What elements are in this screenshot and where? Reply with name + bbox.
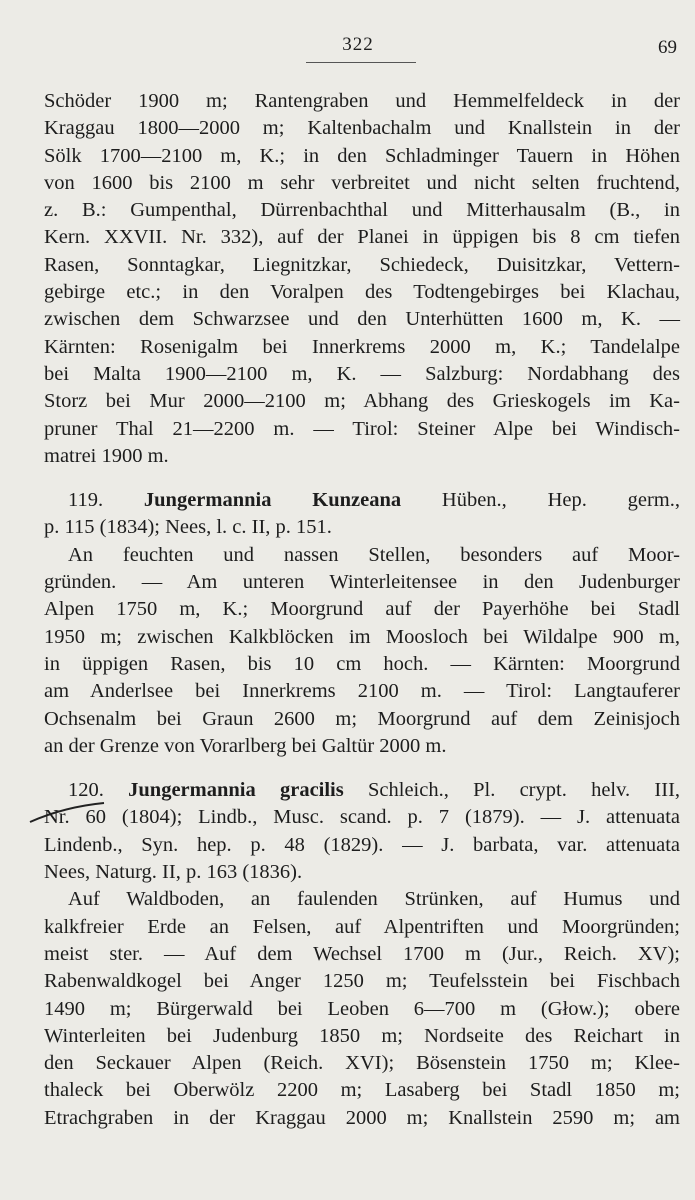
text-line: An feuchten und nassen Stellen, besonders auf Moor-	[68, 543, 680, 566]
text-line: Alpen 1750 m, K.; Moorgrund auf der Payerhöhe bei Stadl	[44, 598, 680, 621]
text-line: Etrachgraben in der Kraggau 2000 m; Knallstein 2590 m; am	[44, 1106, 680, 1129]
entry-number: 119.	[68, 489, 104, 512]
text-line: an der Grenze von Vorarlberg bei Galtür 2000 m.	[44, 734, 447, 757]
header-rule	[306, 62, 416, 63]
text-line: p. 115 (1834); Nees, l. c. II, p. 151.	[44, 516, 332, 539]
text-line: von 1600 bis 2100 m sehr verbreitet und nicht selten fruchtend,	[44, 171, 680, 194]
text-line: Storz bei Mur 2000—2100 m; Abhang des Grieskogels im Ka-	[44, 390, 680, 413]
sheet-number: 69	[658, 37, 677, 58]
text-line: pruner Thal 21—2200 m. — Tirol: Steiner Alpe bei Windisch-	[44, 417, 680, 440]
text-line: thaleck bei Oberwölz 2200 m; Lasaberg bei Stadl 1850 m;	[44, 1079, 680, 1102]
text-line: in üppigen Rasen, bis 10 cm hoch. — Kärnten: Moorgrund	[44, 652, 680, 675]
species-name: Jungermannia gracilis	[128, 779, 344, 802]
text-line: matrei 1900 m.	[44, 444, 169, 467]
text-line: meist ster. — Auf dem Wechsel 1700 m (Jur., Reich. XV);	[44, 942, 680, 965]
text-line: Schöder 1900 m; Rantengraben und Hemmelfeldeck in der	[44, 90, 680, 112]
text-body	[44, 88, 680, 1132]
text-line: Auf Waldboden, an faulenden Strünken, auf Humus und	[68, 888, 680, 911]
text-line: den Seckauer Alpen (Reich. XVI); Bösenstein 1750 m; Klee-	[44, 1052, 680, 1075]
page-header	[0, 0, 695, 80]
species-entry-120	[44, 777, 680, 1132]
text-line: bei Malta 1900—2100 m, K. — Salzburg: Nordabhang des	[44, 362, 680, 385]
text-line: Kern. XXVII. Nr. 332), auf der Planei in üppigen bis 8 cm tiefen	[44, 226, 680, 249]
text-line: Rabenwaldkogel bei Anger 1250 m; Teufelsstein bei Fischbach	[44, 970, 680, 993]
text-line: Nees, Naturg. II, p. 163 (1836).	[44, 861, 303, 884]
continuation-paragraph	[44, 88, 680, 470]
text-line: Rasen, Sonntagkar, Liegnitzkar, Schiedeck, Duisitzkar, Vettern-	[44, 253, 680, 276]
text-line: 1490 m; Bürgerwald bei Leoben 6—700 m (Głow.); obere	[44, 997, 680, 1020]
text-line: Schleich., Pl. crypt. helv. III,	[368, 779, 681, 802]
text-line: gebirge etc.; in den Voralpen des Todtengebirges bei Klachau,	[44, 281, 680, 304]
text-line: z. B.: Gumpenthal, Dürrenbachthal und Mitterhausalm (B., in	[44, 199, 680, 222]
text-line: Sölk 1700—2100 m, K.; in den Schladminger Tauern in Höhen	[44, 144, 680, 167]
text-line: Kraggau 1800—2000 m; Kaltenbachalm und Knallstein in der	[44, 117, 680, 140]
text-line: am Anderlsee bei Innerkrems 2100 m. — Tirol: Langtauferer	[44, 680, 680, 703]
text-line: 1950 m; zwischen Kalkblöcken im Moosloch bei Wildalpe 900 m,	[44, 625, 680, 648]
entry-heading-line	[44, 777, 680, 804]
species-name: Jungermannia Kunzeana	[143, 489, 402, 512]
species-entry-119	[44, 487, 680, 760]
text-line: Winterleiten bei Judenburg 1850 m; Nordseite des Reichart in	[44, 1024, 680, 1047]
text-line: Ochsenalm bei Graun 2600 m; Moorgrund auf dem Zeinisjoch	[44, 707, 680, 730]
entry-heading-line	[44, 487, 680, 514]
text-line: Kärnten: Rosenigalm bei Innerkrems 2000 m, K.; Tandelalpe	[44, 335, 680, 358]
page-number: 322	[342, 34, 374, 55]
text-line: gründen. — Am unteren Winterleitensee in den Judenburger	[44, 571, 680, 594]
text-line: Lindenb., Syn. hep. p. 48 (1829). — J. barbata, var. attenuata	[44, 833, 680, 856]
entry-number: 120.	[68, 779, 104, 802]
text-line: zwischen dem Schwarzsee und den Unterhütten 1600 m, K. —	[44, 308, 680, 331]
text-line: kalkfreier Erde an Felsen, auf Alpentriften und Moorgründen;	[44, 915, 680, 938]
text-line: Nr. 60 (1804); Lindb., Musc. scand. p. 7 (1879). — J. attenuata	[44, 806, 680, 829]
text-line: Hüben., Hep. germ.,	[441, 489, 680, 512]
